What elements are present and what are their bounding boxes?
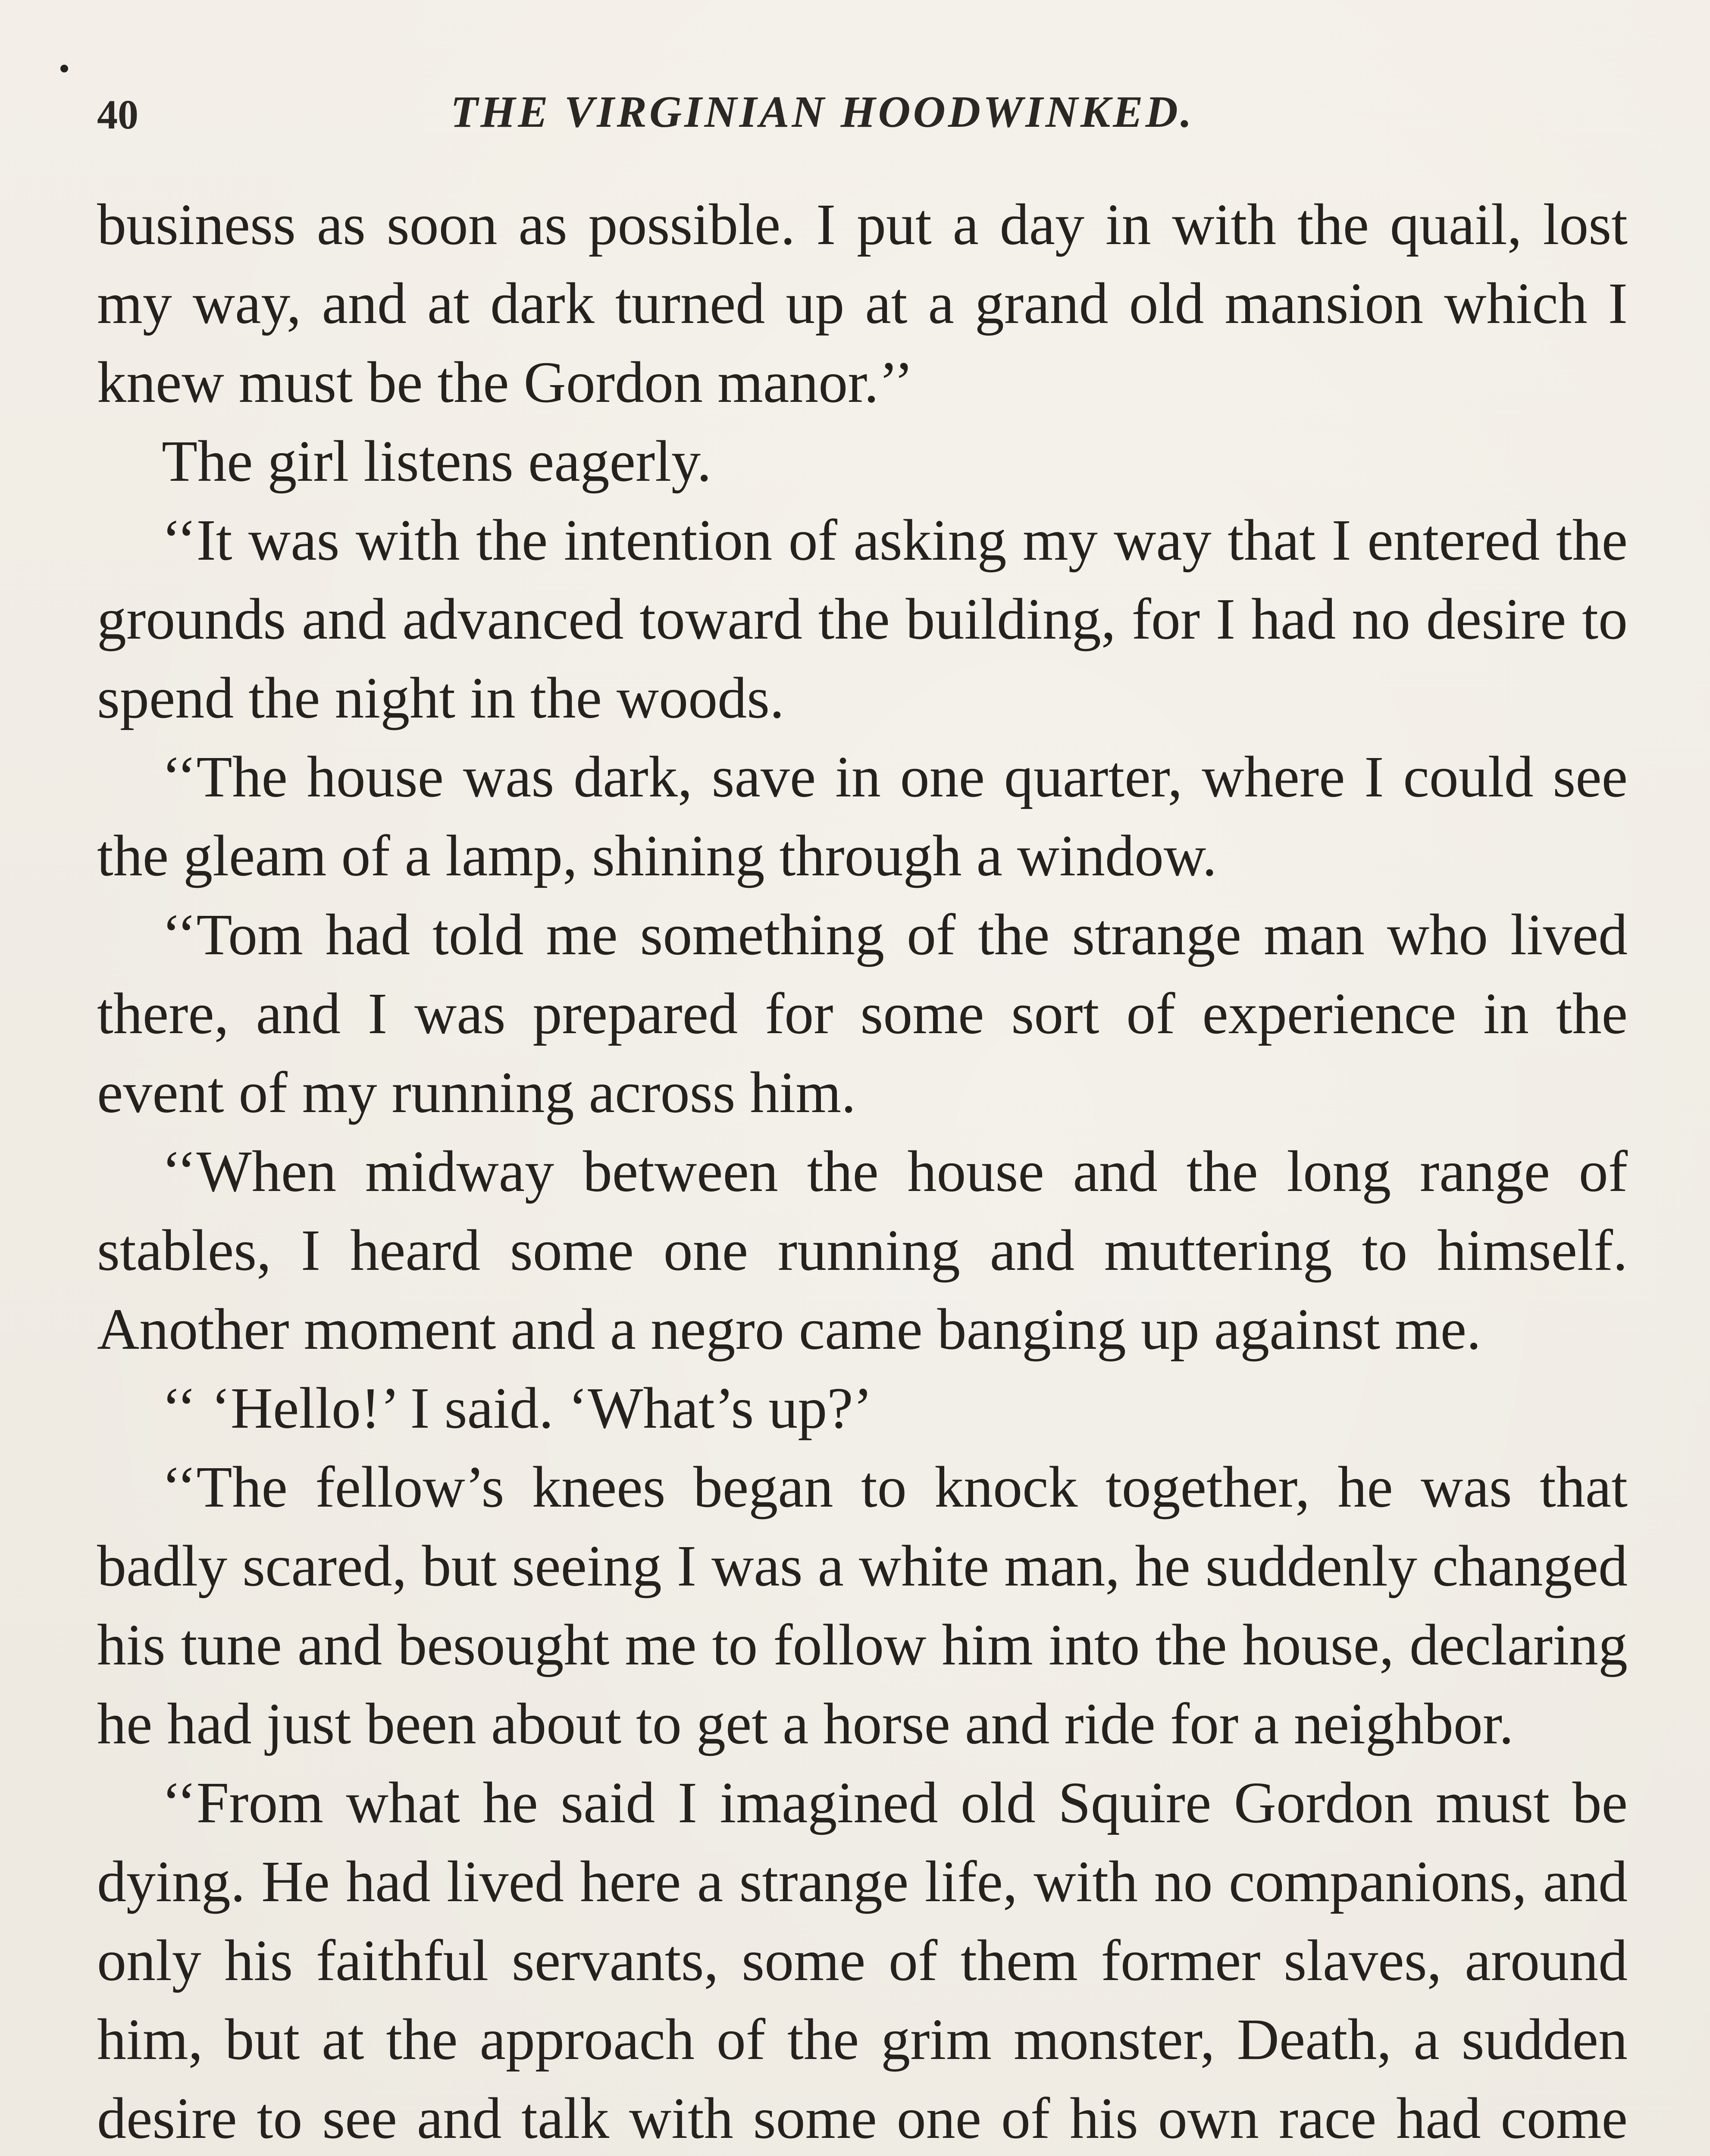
paragraph: business as soon as possible. I put a day in with the quail, lost my way, and at dark turned up at a grand old mansion which I knew must be the Gordon manor.’’ — [97, 192, 1628, 415]
page-number: 40 — [97, 91, 138, 138]
body-text — [97, 185, 1628, 2156]
paragraph: ‘‘The house was dark, save in one quarter, where I could see the gleam of a lamp, shining through a window. — [97, 745, 1628, 888]
paragraph: ‘‘It was with the intention of asking my way that I entered the grounds and advanced toward the building, for I had no desire to spend the night in the woods. — [97, 508, 1628, 730]
paragraph: ‘‘The fellow’s knees began to knock together, he was that badly scared, but seeing I was a white man, he suddenly changed his tune and besought me to follow him into the house, declaring he had just been about to get a horse and ride for a neighbor. — [97, 1455, 1628, 1756]
paragraph: ‘‘From what he said I imagined old Squire Gordon must be dying. He had lived here a strange life, with no companions, and only his faithful servants, some of them former slaves, around him, but at the approach of the grim monster, Death, a sudden desire to see and talk with some one of his own race had come — [97, 1771, 1628, 2151]
paragraph: ‘‘ ‘Hello!’ I said. ‘What’s up?’ — [162, 1376, 873, 1441]
paragraph: ‘‘When midway between the house and the long range of stables, I heard some one running and muttering to himself. Another moment and a negro came banging up against me. — [97, 1139, 1628, 1362]
paragraph: ‘‘Tom had told me something of the strange man who lived there, and I was prepared for some sort of experience in the event of my running across him. — [97, 903, 1628, 1125]
page-header — [97, 82, 1628, 147]
paragraph: The girl listens eagerly. — [162, 429, 712, 494]
ink-speck — [60, 65, 68, 72]
running-head: THE VIRGINIAN HOODWINKED. — [451, 87, 1194, 137]
